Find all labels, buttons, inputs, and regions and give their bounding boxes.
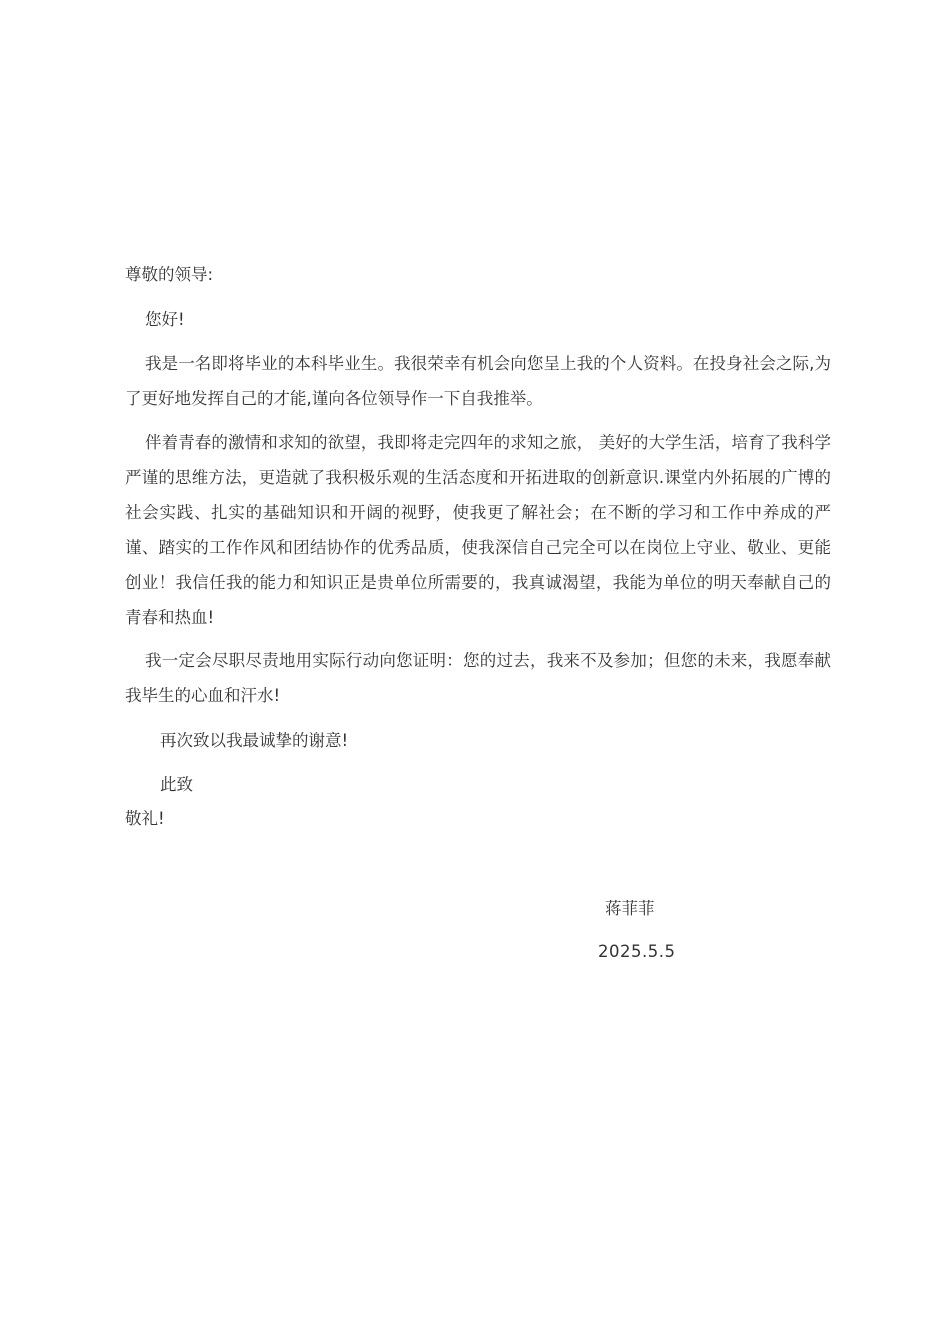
paragraph-education: 伴着青春的激情和求知的欲望，我即将走完四年的求知之旅， 美好的大学生活，培育了我科学严谨的思维方法，更造就了我积极乐观的生活态度和开拓进取的创新意识.课堂内外拓展的广博的社会实践、扎实的基础知识和开阔的视野，使我更了解社会；在不断的学习和工作中养成的严谨、踏实的工作作风和团结协作的优秀品质，使我深信自己完全可以在岗位上守业、敬业、更能创业！我信任我的能力和知识正是贵单位所需要的，我真诚渴望，我能为单位的明天奉献自己的青春和热血! bbox=[125, 433, 831, 627]
closing-line-2: 敬礼! bbox=[125, 809, 165, 828]
signature-date: 2025.5.5 bbox=[598, 942, 676, 961]
closing-line-1: 此致 bbox=[160, 775, 193, 794]
paragraph-commitment: 我一定会尽职尽责地用实际行动向您证明：您的过去，我来不及参加；但您的未来，我愿奉献我毕生的心血和汗水! bbox=[125, 651, 831, 705]
paragraph-intro: 我是一名即将毕业的本科毕业生。我很荣幸有机会向您呈上我的个人资料。在投身社会之际,为了更好地发挥自己的才能,谨向各位领导作一下自我推举。 bbox=[125, 354, 831, 408]
salutation: 尊敬的领导: bbox=[125, 265, 214, 284]
greeting: 您好! bbox=[145, 310, 185, 329]
thanks-line: 再次致以我最诚挚的谢意! bbox=[160, 731, 349, 750]
signature-name: 蒋菲菲 bbox=[605, 899, 655, 918]
